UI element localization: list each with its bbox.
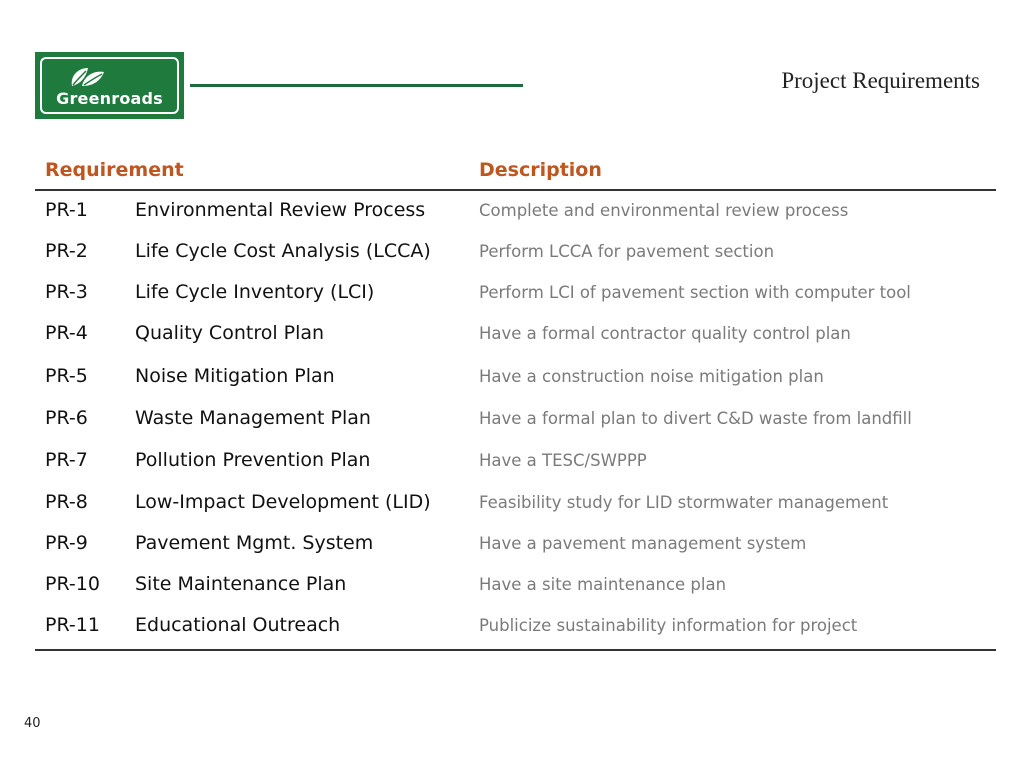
table-row	[35, 606, 996, 646]
row-id: PR-1	[45, 199, 88, 221]
table-row	[35, 314, 996, 354]
requirements-table	[35, 152, 996, 651]
row-name: Pavement Mgmt. System	[135, 532, 374, 554]
table-row	[35, 191, 996, 231]
row-id: PR-11	[45, 614, 100, 636]
row-name: Low-Impact Development (LID)	[135, 491, 431, 513]
row-description: Have a formal contractor quality control plan	[479, 324, 851, 343]
row-name: Environmental Review Process	[135, 199, 426, 221]
row-description: Feasibility study for LID stormwater management	[479, 493, 889, 512]
row-name: Noise Mitigation Plan	[135, 365, 335, 387]
row-description: Have a site maintenance plan	[479, 575, 727, 594]
table-row	[35, 357, 996, 397]
row-description: Have a TESC/SWPPP	[479, 451, 647, 470]
table-body	[35, 191, 996, 651]
table-row	[35, 399, 996, 439]
header-requirement: Requirement	[45, 159, 184, 181]
table-row	[35, 232, 996, 272]
table-row	[35, 565, 996, 605]
leaf-icon	[68, 64, 108, 90]
row-id: PR-8	[45, 491, 88, 513]
row-description: Have a formal plan to divert C&D waste from landfill	[479, 409, 912, 428]
page-title: Project Requirements	[781, 68, 980, 93]
page-number: 40	[24, 716, 41, 731]
row-description: Have a construction noise mitigation plan	[479, 367, 824, 386]
row-id: PR-10	[45, 573, 100, 595]
row-name: Pollution Prevention Plan	[135, 449, 371, 471]
logo-frame	[40, 57, 179, 114]
header-description: Description	[479, 159, 602, 181]
row-id: PR-7	[45, 449, 88, 471]
row-name: Educational Outreach	[135, 614, 341, 636]
logo-text: Greenroads	[56, 89, 163, 108]
header-divider	[190, 84, 523, 87]
row-description: Complete and environmental review process	[479, 201, 849, 220]
row-id: PR-4	[45, 322, 88, 344]
row-name: Life Cycle Cost Analysis (LCCA)	[135, 240, 431, 262]
row-description: Have a pavement management system	[479, 534, 807, 553]
row-id: PR-6	[45, 407, 88, 429]
table-row	[35, 483, 996, 523]
greenroads-logo	[35, 52, 184, 119]
table-header	[35, 152, 996, 191]
row-description: Publicize sustainability information for project	[479, 616, 858, 635]
row-id: PR-2	[45, 240, 88, 262]
row-name: Waste Management Plan	[135, 407, 371, 429]
row-description: Perform LCCA for pavement section	[479, 242, 775, 261]
row-name: Life Cycle Inventory (LCI)	[135, 281, 375, 303]
table-row	[35, 273, 996, 313]
row-id: PR-9	[45, 532, 88, 554]
table-row	[35, 441, 996, 481]
table-row	[35, 524, 996, 564]
row-name: Site Maintenance Plan	[135, 573, 347, 595]
row-name: Quality Control Plan	[135, 322, 325, 344]
row-description: Perform LCI of pavement section with computer tool	[479, 283, 911, 302]
row-id: PR-3	[45, 281, 88, 303]
row-id: PR-5	[45, 365, 88, 387]
